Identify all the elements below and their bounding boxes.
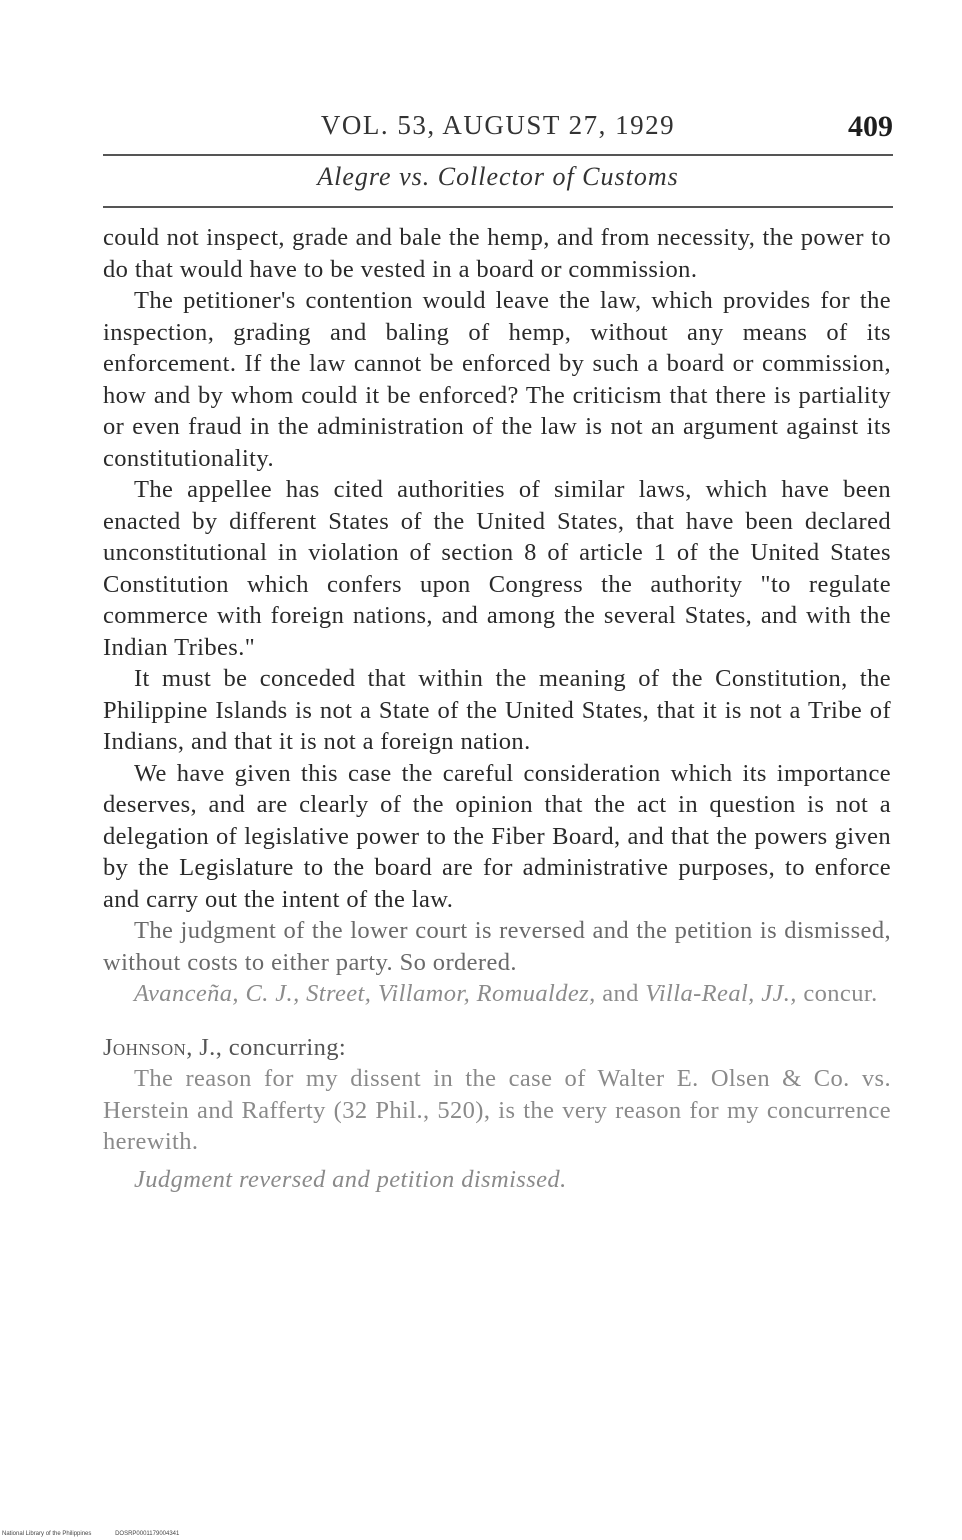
concurring-justices: Avanceña, C. J., Street, Villamor, Romualdez, <box>134 980 596 1007</box>
body-text <box>103 222 891 1195</box>
paragraph-constitution-meaning: It must be conceded that within the meaning of the Constitution, the Philippine Islands is not a State of the United States, that it is not a Tribe of Indians, and that it is not a foreign nation. <box>103 665 891 755</box>
paragraph-appellee-authorities: The appellee has cited authorities of similar laws, which have been enacted by different States of the United States, that have been declared unconstitutional in violation of section 8 of article 1 of the United States Constitution which confers upon Congress the authority "to regulate commerce with foreign nations, and among the several States, and with the Indian Tribes." <box>103 476 891 661</box>
scan-footer <box>2 1531 201 1537</box>
paragraph-judgment: The judgment of the lower court is reversed and the petition is dismissed, without costs to either party. So ordered. <box>103 917 891 976</box>
running-head <box>103 104 893 148</box>
page-number: 409 <box>848 110 893 143</box>
case-title: Alegre vs. Collector of Customs <box>317 162 679 191</box>
disposition: Judgment reversed and petition dismissed. <box>134 1165 567 1193</box>
paragraph-continuation: could not inspect, grade and bale the hemp, and from necessity, the power to do that would have to be vested in a board or commission. <box>103 224 891 283</box>
concurring-opinion-heading <box>103 1032 891 1064</box>
header-rule-bottom <box>103 206 893 208</box>
concurring-author-suffix: , J., concurring: <box>186 1033 347 1061</box>
concurrence-line <box>103 978 891 1010</box>
volume-date: VOL. 53, AUGUST 27, 1929 <box>320 110 676 140</box>
header-rule-top <box>103 154 893 156</box>
concurring-last-justice: Villa-Real, JJ., <box>645 980 797 1007</box>
paragraph-petitioner-contention: The petitioner's contention would leave the law, which provides for the inspection, grading and baling of hemp, without any means of its enforcement. If the law cannot be enforced by such a board or commission, how and by whom could it be enforced? The criticism that there is partiality or even fraud in the administration of the law is not an argument against its constitutionality. <box>103 287 891 472</box>
paragraph-court-opinion: We have given this case the careful consideration which its importance deserves, and are clearly of the opinion that the act in question is not a delegation of legislative power to the Fiber Board, and that the powers given by the Legislature to the board are for administrative purposes, to enforce and carry out the intent of the law. <box>103 759 891 913</box>
concurring-opinion-text: The reason for my dissent in the case of Walter E. Olsen & Co. vs. Herstein and Rafferty (32 Phil., 520), is the very reason for my concurrence herewith. <box>103 1065 891 1155</box>
concurrence-verb: concur. <box>803 980 878 1007</box>
concurrence-and: and <box>602 980 639 1007</box>
footer-library: National Library of the Philippines <box>2 1531 92 1537</box>
footer-code: DOSRP0001179004341 <box>115 1531 180 1537</box>
concurring-author: Johnson <box>103 1033 187 1061</box>
